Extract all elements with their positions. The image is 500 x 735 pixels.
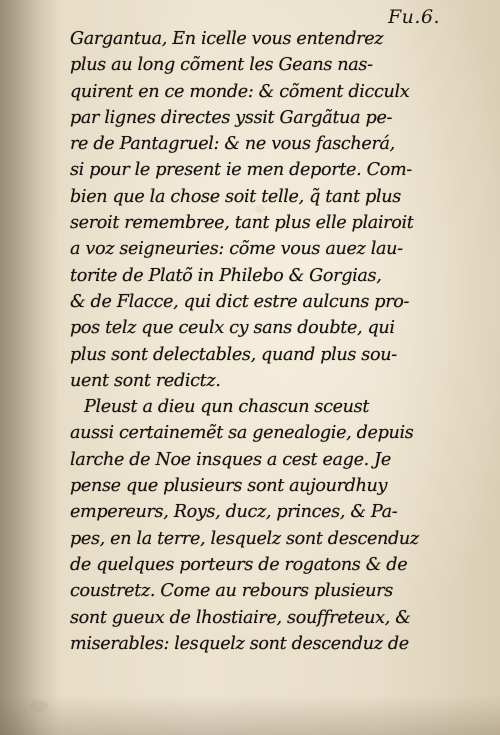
text-line: plus sont delectables, quand plus sou- bbox=[70, 344, 397, 365]
text-line: re de Pantagruel: & ne vous fascherá, bbox=[70, 134, 395, 155]
foxing-stain bbox=[30, 700, 48, 712]
text-line: seroit remembree, tant plus elle plairoit bbox=[70, 213, 414, 234]
text-line: miserables: lesquelz sont descenduz de bbox=[70, 633, 409, 654]
text-line: plus au long cõment les Geans nas- bbox=[70, 55, 373, 76]
text-line: pos telz que ceulx cy sans doubte, qui bbox=[70, 318, 395, 339]
text-line: coustretz. Come au rebours plusieurs bbox=[70, 581, 393, 602]
text-line: quirent en ce monde: & cõment dicculx bbox=[70, 81, 410, 102]
text-line: uent sont redictz. bbox=[70, 370, 221, 391]
text-line: & de Flacce, qui dict estre aulcuns pro- bbox=[70, 291, 410, 312]
body-text bbox=[70, 26, 480, 657]
text-line: par lignes directes yssit Gargãtua pe- bbox=[70, 107, 393, 128]
paragraph-start-line: Pleust a dieu qun chascun sceust bbox=[84, 397, 370, 418]
text-line: torite de Platõ in Philebo & Gorgias, bbox=[70, 265, 382, 286]
page-bottom-shadow bbox=[0, 695, 500, 735]
text-line: empereurs, Roys, ducz, princes, & Pa- bbox=[70, 502, 398, 523]
text-line: a voz seigneuries: cõme vous auez lau- bbox=[70, 239, 403, 260]
text-line: sont gueux de lhostiaire, souffreteux, & bbox=[70, 607, 411, 628]
text-line: pes, en la terre, lesquelz sont descenduz bbox=[70, 528, 419, 549]
text-line: Gargantua, En icelle vous entendrez bbox=[70, 29, 384, 49]
text-line: pense que plusieurs sont aujourdhuy bbox=[70, 476, 388, 497]
text-line: aussi certainemẽt sa genealogie, depuis bbox=[70, 423, 414, 444]
text-line: larche de Noe insques a cest eage. Je bbox=[70, 449, 391, 470]
gutter-shadow bbox=[0, 0, 60, 735]
text-line: si pour le present ie men deporte. Com- bbox=[70, 160, 412, 181]
text-line: bien que la chose soit telle, q̃ tant plus bbox=[70, 186, 401, 207]
folio-number: Fu.6. bbox=[388, 6, 441, 28]
text-line: de quelques porteurs de rogatons & de bbox=[70, 554, 408, 575]
